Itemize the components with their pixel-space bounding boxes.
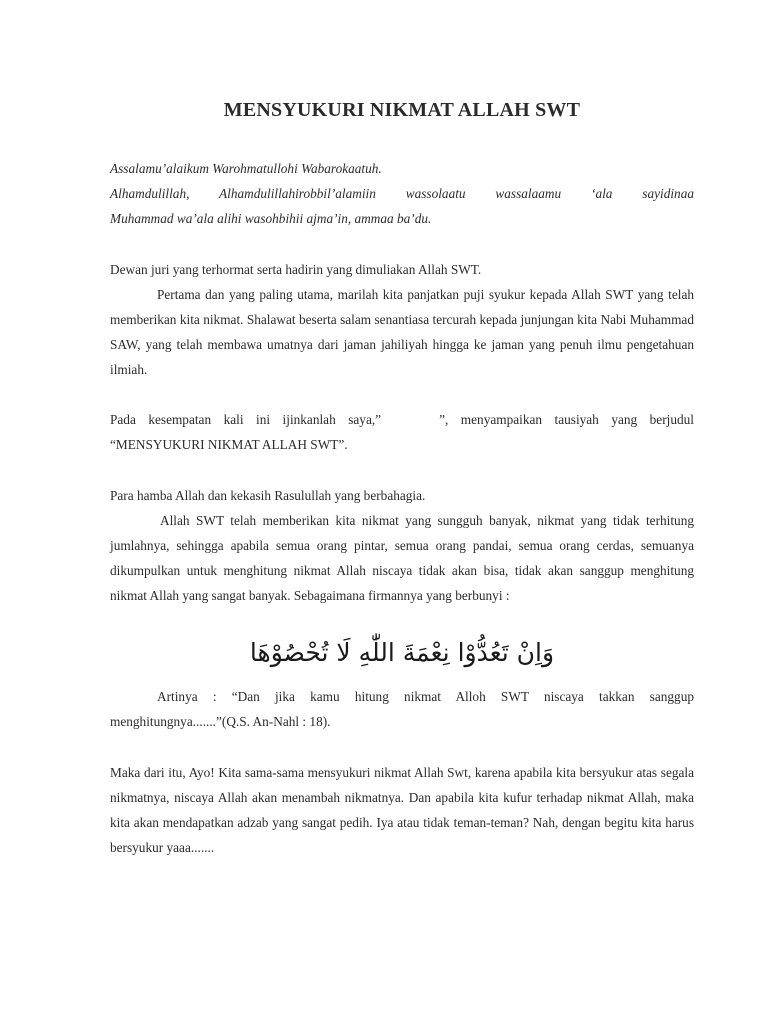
introduction-line [110,407,694,432]
greeting-salam: Assalamu’alaikum Warohmatullohi Wabarokaatuh. [110,161,382,176]
greeting-shalawat: Muhammad wa’ala alihi wasohbihii ajma’in, ammaa ba’du. [110,211,432,226]
body-block [110,483,694,608]
opening-block [110,257,694,382]
greeting-block [110,156,694,231]
verse-translation: Artinya : “Dan jika kamu hitung nikmat Alloh SWT niscaya takkan sanggup menghitungnya.......”(Q.S. An-Nahl : 18). [110,689,694,729]
body-address: Para hamba Allah dan kekasih Rasulullah yang berbahagia. [110,488,426,503]
greeting-hamdalah: Alhamdulillah, Alhamdulillahirobbil’alamiin wassolaatu wassalaamu ‘ala sayidinaa [110,186,694,201]
introduction-before-name: Pada kesempatan kali ini ijinkanlah saya,” [110,412,382,427]
opening-address: Dewan juri yang terhormat serta hadirin yang dimuliakan Allah SWT. [110,262,482,277]
introduction-after-name: ”, menyampaikan tausiyah yang berjudul [439,412,694,427]
opening-paragraph: Pertama dan yang paling utama, marilah kita panjatkan puji syukur kepada Allah SWT yang telah memberikan kita nikmat. Shalawat beserta salam senantiasa tercurah kepada junjungan kita Nabi Muhammad SAW, yang telah membawa umatnya dari jaman jahiliyah hingga ke jaman yang penuh ilmu pengetahuan ilmiah. [110,287,694,377]
document-title: MENSYUKURI NIKMAT ALLAH SWT [223,99,581,121]
closing-paragraph: Maka dari itu, Ayo! Kita sama-sama mensyukuri nikmat Allah Swt, karena apabila kita bersyukur atas segala nikmatnya, niscaya Allah akan menambah nikmatnya. Dan apabila kita kufur terhadap nikmat Allah, maka kita akan mendapatkan adzab yang sangat pedih. Iya atau tidak teman-teman? Nah, dengan begitu kita harus bersyukur yaaa....... [110,765,694,855]
translation-block [110,684,694,734]
closing-block [110,760,694,860]
introduction-title-quote: “MENSYUKURI NIKMAT ALLAH SWT”. [110,437,348,452]
introduction-block [110,407,694,457]
arabic-verse: وَاِنْ تَعُدُّوْا نِعْمَةَ اللّٰهِ لَا تُحْصُوْهَا [249,638,555,667]
body-paragraph: Allah SWT telah memberikan kita nikmat yang sungguh banyak, nikmat yang tidak terhitung jumlahnya, sehingga apabila semua orang pintar, semua orang pandai, semua orang cerdas, semuanya dikumpulkan untuk menghitung nikmat Allah niscaya tidak akan bisa, tidak akan sanggup menghitung nikmat Allah yang sangat banyak. Sebagaimana firmannya yang berbunyi : [110,513,694,603]
